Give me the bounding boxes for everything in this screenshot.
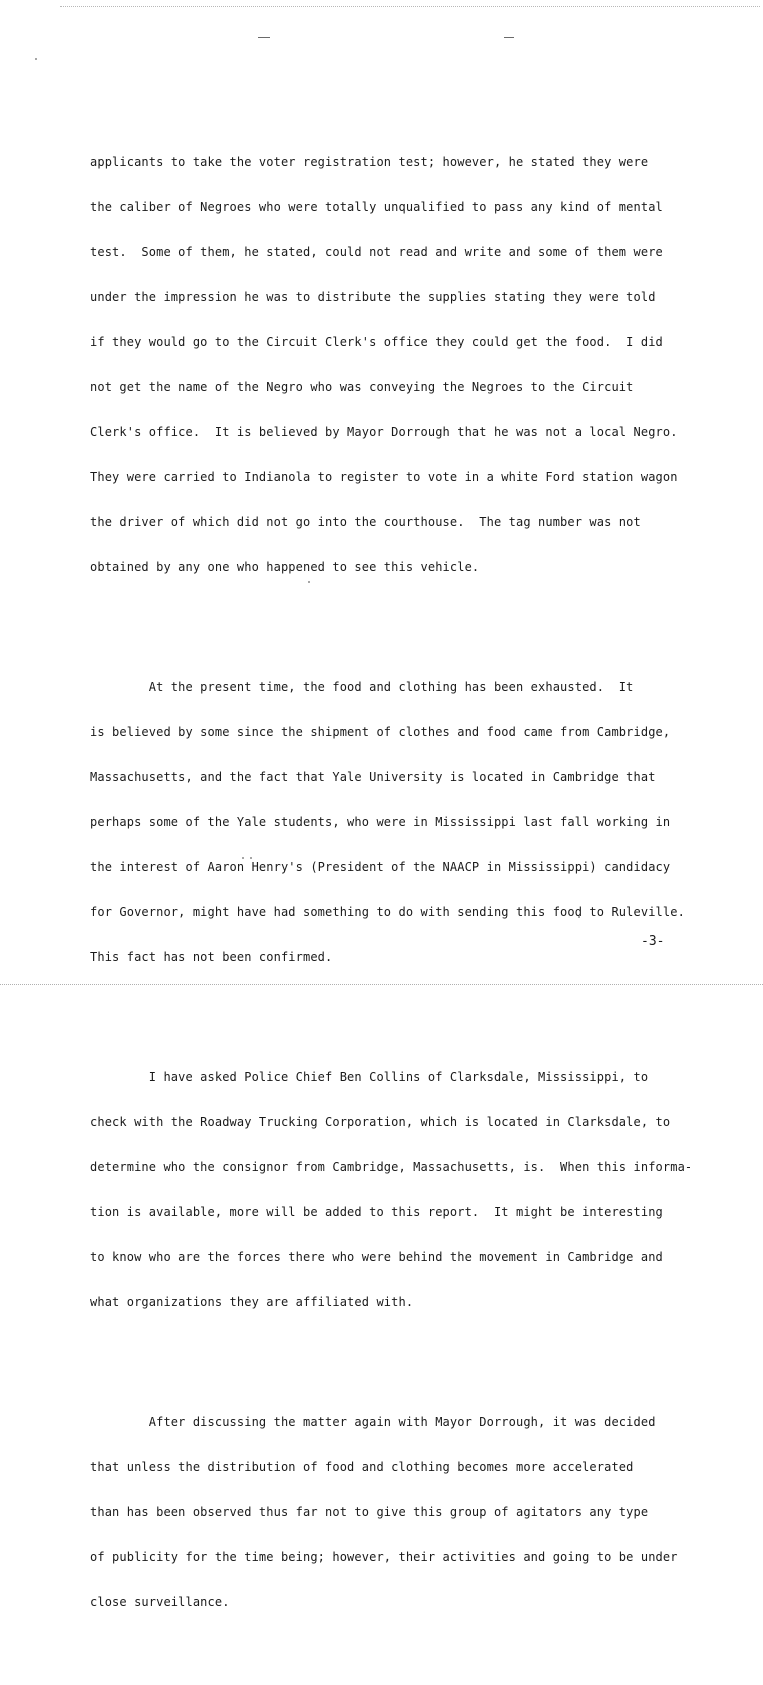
text-line: close surveillance.: [90, 1595, 230, 1609]
text-line: not get the name of the Negro who was conveying the Negroes to the Circuit: [90, 380, 634, 394]
bottom-edge-dots: [0, 984, 763, 985]
scan-speck: [35, 58, 37, 60]
text-line: test. Some of them, he stated, could not read and write and some of them were: [90, 245, 663, 259]
text-line: obtained by any one who happened to see this vehicle.: [90, 560, 480, 574]
text-line: the driver of which did not go into the courthouse. The tag number was not: [90, 515, 641, 529]
text-line: I have asked Police Chief Ben Collins of Clarksdale, Mississippi, to: [90, 1070, 649, 1084]
text-line: Massachusetts, and the fact that Yale University is located in Cambridge that: [90, 770, 656, 784]
text-line: tion is available, more will be added to this report. It might be interesting: [90, 1205, 663, 1219]
text-line: Clerk's office. It is believed by Mayor Dorrough that he was not a local Negro.: [90, 425, 678, 439]
text-line: This fact has not been confirmed.: [90, 950, 333, 964]
text-line: what organizations they are affiliated with.: [90, 1295, 414, 1309]
text-line: under the impression he was to distribute the supplies stating they were told: [90, 290, 656, 304]
text-line: than has been observed thus far not to give this group of agitators any type: [90, 1505, 649, 1519]
text-line: is believed by some since the shipment of clothes and food came from Cambridge,: [90, 725, 671, 739]
text-line: They were carried to Indianola to register to vote in a white Ford station wagon: [90, 470, 678, 484]
document-body: [90, 95, 750, 1685]
page-number: -3-: [641, 934, 665, 949]
text-line: if they would go to the Circuit Clerk's office they could get the food. I did: [90, 335, 663, 349]
text-line: the interest of Aaron Henry's (President of the NAACP in Mississippi) candidacy: [90, 860, 671, 874]
text-line: At the present time, the food and clothing has been exhausted. It: [90, 680, 634, 694]
scan-mark: [258, 37, 270, 38]
text-line: After discussing the matter again with Mayor Dorrough, it was decided: [90, 1415, 656, 1429]
text-line: perhaps some of the Yale students, who were in Mississippi last fall working in: [90, 815, 671, 829]
text-line: to know who are the forces there who were behind the movement in Cambridge and: [90, 1250, 663, 1264]
text-line: of publicity for the time being; however, their activities and going to be under: [90, 1550, 678, 1564]
text-line: for Governor, might have had something to do with sending this food to Ruleville.: [90, 905, 685, 919]
paragraph: [90, 1040, 750, 1340]
text-line: that unless the distribution of food and clothing becomes more accelerated: [90, 1460, 634, 1474]
text-line: applicants to take the voter registration test; however, he stated they were: [90, 155, 649, 169]
paragraph: [90, 1385, 750, 1640]
scan-mark: [504, 37, 514, 38]
text-line: check with the Roadway Trucking Corporation, which is located in Clarksdale, to: [90, 1115, 671, 1129]
top-edge-dots: [60, 6, 760, 7]
text-line: determine who the consignor from Cambridge, Massachusetts, is. When this informa-: [90, 1160, 693, 1174]
paragraph: [90, 125, 750, 605]
text-line: the caliber of Negroes who were totally unqualified to pass any kind of mental: [90, 200, 663, 214]
